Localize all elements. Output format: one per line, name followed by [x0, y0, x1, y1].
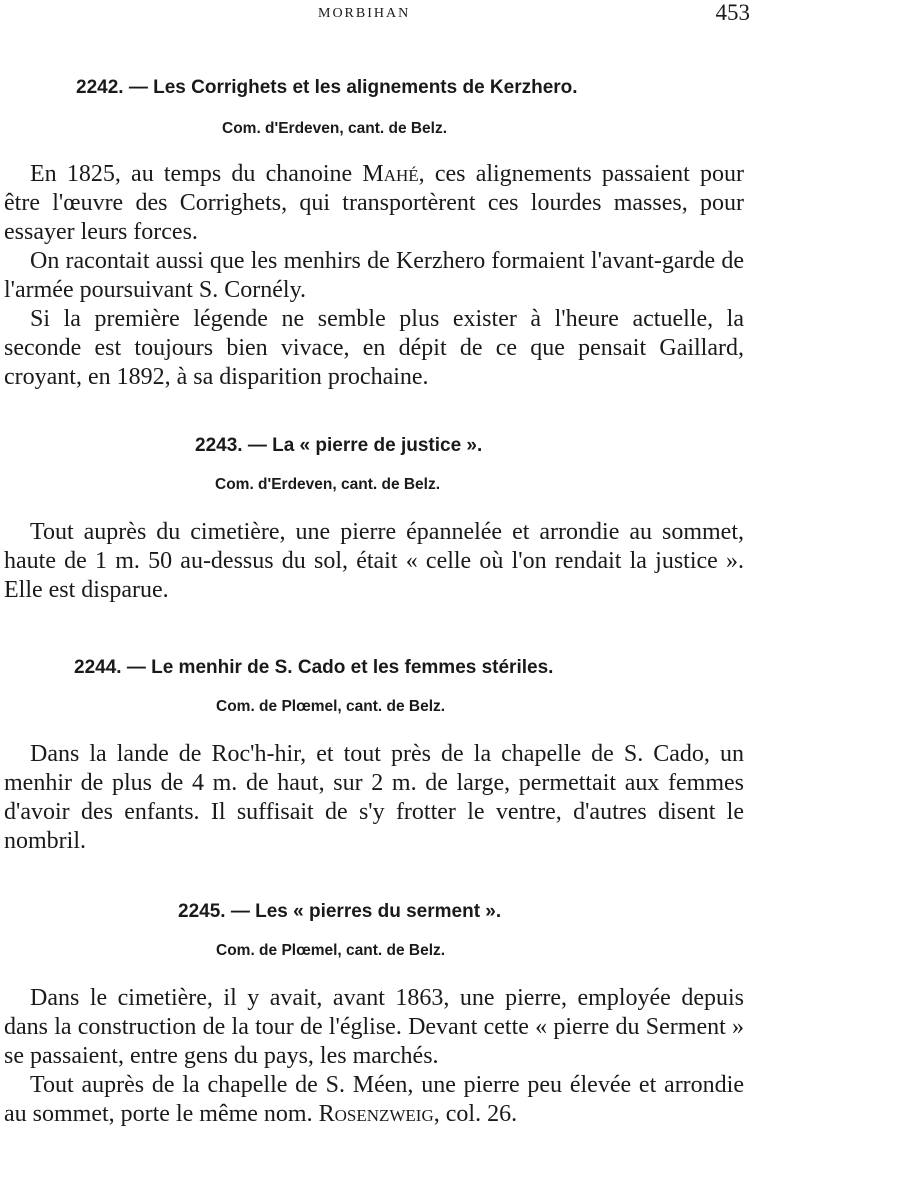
running-header [0, 0, 900, 26]
entry-2242 [0, 76, 900, 392]
entry-location: Com. de Plœmel, cant. de Belz. [216, 698, 446, 715]
author-name: Rosenzweig [318, 1101, 434, 1127]
paragraph: Si la première légende ne semble plus exister à l'heure actuelle, la seconde est toujours bien vivace, en dépit de ce que pensait Gaillard, croyant, en 1892, à sa disparition prochaine. [4, 306, 744, 390]
entry-location: Com. d'Erdeven, cant. de Belz. [215, 476, 441, 493]
entry-2244 [0, 656, 900, 856]
entry-location: Com. d'Erdeven, cant. de Belz. [222, 120, 448, 137]
paragraph: Dans la lande de Roc'h-hir, et tout près de la chapelle de S. Cado, un menhir de plus de 4 m. de haut, sur 2 m. de large, permettait aux femmes d'avoir des enfants. Il suffisait de s'y frotter le ventre, d'autres disent le nombril. [4, 741, 744, 854]
paragraph: On racontait aussi que les menhirs de Kerzhero formaient l'avant-garde de l'armée poursuivant S. Cornély. [4, 248, 744, 303]
entry-heading: 2244. — Le menhir de S. Cado et les femmes stériles. [74, 657, 554, 678]
page-number: 453 [715, 0, 750, 25]
paragraph: Tout auprès du cimetière, une pierre épannelée et arrondie au sommet, haute de 1 m. 50 au-dessus du sol, était « celle où l'on rendait la justice ». Elle est disparue. [4, 519, 744, 603]
paragraph: En 1825, au temps du chanoine Mahé, ces alignements passaient pour être l'œuvre des Corrighets, qui transportèrent ces lourdes masses, pour essayer leurs forces. [4, 161, 744, 245]
entry-2243 [0, 434, 900, 605]
paragraph: Tout auprès de la chapelle de S. Méen, une pierre peu élevée et arrondie au sommet, porte le même nom. Rosenzweig, col. 26. [4, 1072, 744, 1127]
running-title: MORBIHAN [318, 6, 411, 21]
author-name: Mahé [362, 161, 419, 187]
entry-heading: 2245. — Les « pierres du serment ». [178, 901, 502, 922]
entry-heading: 2243. — La « pierre de justice ». [195, 435, 483, 456]
paragraph: Dans le cimetière, il y avait, avant 1863, une pierre, employée depuis dans la construction de la tour de l'église. Devant cette « pierre du Serment » se passaient, entre gens du pays, les marchés. [4, 985, 744, 1069]
entry-heading: 2242. — Les Corrighets et les alignements de Kerzhero. [76, 77, 578, 98]
entry-location: Com. de Plœmel, cant. de Belz. [216, 942, 446, 959]
entry-2245 [0, 900, 900, 1129]
